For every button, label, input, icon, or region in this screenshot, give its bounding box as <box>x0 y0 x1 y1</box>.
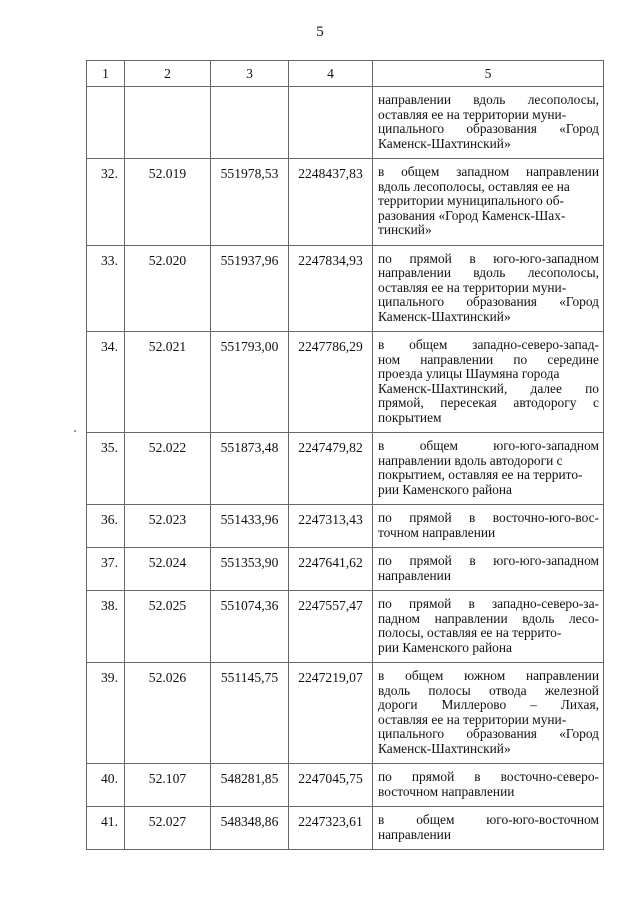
description-word: южном <box>464 668 506 683</box>
table-row <box>87 548 604 591</box>
description-word: по <box>378 769 392 784</box>
header-col-5: 5 <box>373 61 604 87</box>
point-number-cell: 41. <box>87 807 125 850</box>
table-row <box>87 433 604 505</box>
description-line <box>378 396 599 411</box>
point-number-cell: 40. <box>87 764 125 807</box>
description-line <box>378 684 599 699</box>
point-number-cell <box>87 87 125 159</box>
description-word: проезда улицы Шаумяна города <box>378 366 560 381</box>
description-cell <box>373 807 604 850</box>
description-word: автодорогу <box>513 395 577 410</box>
point-code-cell: 52.021 <box>125 332 211 433</box>
description-word: рии Каменского района <box>378 481 512 497</box>
description-word: лесополосы, <box>527 265 599 280</box>
description-word: в <box>469 510 476 525</box>
description-word: по <box>513 351 528 367</box>
point-code-cell: 52.026 <box>125 663 211 764</box>
description-cell <box>373 548 604 591</box>
description-word: оставляя ее на территории муни- <box>378 279 567 295</box>
description-word: направлении <box>378 92 452 107</box>
description-word: направлении <box>525 668 599 683</box>
description-word: прямой <box>409 553 452 568</box>
y-coordinate-cell: 2247557,47 <box>289 591 373 663</box>
point-number-cell: 33. <box>87 245 125 332</box>
description-word: середине <box>547 351 599 367</box>
description-word: восточном направлении <box>378 783 515 799</box>
y-coordinate-cell: 2247786,29 <box>289 332 373 433</box>
description-word: прямой, <box>378 395 424 410</box>
description-word: по <box>378 510 392 525</box>
x-coordinate-cell: 551433,96 <box>211 505 289 548</box>
x-coordinate-cell: 551937,96 <box>211 245 289 332</box>
point-code-cell: 52.022 <box>125 433 211 505</box>
description-word: по <box>378 250 392 266</box>
description-word: прямой <box>408 596 452 611</box>
description-cell <box>373 591 604 663</box>
description-word: Каменск-Шахтинский» <box>378 308 511 324</box>
description-word: с <box>593 395 599 410</box>
x-coordinate-cell: 551145,75 <box>211 663 289 764</box>
description-word: прямой <box>409 510 452 525</box>
description-line <box>378 108 599 123</box>
description-line <box>378 382 599 397</box>
header-col-4: 4 <box>289 61 373 87</box>
description-line <box>378 785 599 800</box>
description-word: направлении <box>420 351 494 367</box>
description-cell <box>373 332 604 433</box>
point-code-cell: 52.019 <box>125 159 211 246</box>
y-coordinate-cell: 2247834,93 <box>289 245 373 332</box>
description-word: направлении <box>378 826 452 842</box>
description-word: рии Каменского района <box>378 639 512 655</box>
description-line <box>378 770 599 785</box>
description-word: покрытием <box>378 409 442 425</box>
description-word: «Город <box>559 726 599 741</box>
description-word: далее <box>530 380 562 396</box>
header-col-2: 2 <box>125 61 211 87</box>
description-word: в <box>469 553 476 568</box>
table-row <box>87 505 604 548</box>
description-word: общем <box>409 337 448 352</box>
description-word: по <box>378 596 392 611</box>
point-number-cell: 37. <box>87 548 125 591</box>
description-word: полосы, оставляя ее на террито- <box>378 625 562 640</box>
table-row <box>87 332 604 433</box>
description-line <box>378 295 599 310</box>
description-word: юго-юго-западном <box>493 438 599 453</box>
x-coordinate-cell: 551978,53 <box>211 159 289 246</box>
description-line <box>378 626 599 641</box>
description-line <box>378 669 599 684</box>
y-coordinate-cell: 2247641,62 <box>289 548 373 591</box>
description-line <box>378 713 599 728</box>
description-cell <box>373 87 604 159</box>
point-code-cell: 52.023 <box>125 505 211 548</box>
description-word: направлении вдоль автодороги с <box>378 452 563 468</box>
x-coordinate-cell <box>211 87 289 159</box>
description-word: вдоль лесополосы, оставляя ее на <box>378 178 570 194</box>
description-line <box>378 194 599 209</box>
description-cell <box>373 159 604 246</box>
point-code-cell: 52.107 <box>125 764 211 807</box>
description-word: в <box>378 337 385 352</box>
description-word: прямой <box>409 250 452 266</box>
description-word: прямой <box>411 769 455 784</box>
description-word: дороги <box>378 697 418 712</box>
description-line <box>378 411 599 426</box>
description-line <box>378 454 599 469</box>
point-number-cell: 38. <box>87 591 125 663</box>
description-word: вдоль <box>378 682 411 698</box>
description-cell <box>373 663 604 764</box>
description-line <box>378 597 599 612</box>
point-code-cell <box>125 87 211 159</box>
description-line <box>378 641 599 656</box>
description-line <box>378 281 599 296</box>
x-coordinate-cell: 551793,00 <box>211 332 289 433</box>
description-word: в <box>378 438 385 453</box>
description-word: ном <box>378 351 401 367</box>
description-word: восточно-юго-вос- <box>492 510 599 525</box>
description-word: Каменск-Шахтинский, <box>378 380 508 396</box>
description-word: разования «Город Каменск-Шах- <box>378 207 566 223</box>
x-coordinate-cell: 548281,85 <box>211 764 289 807</box>
point-number-cell: 35. <box>87 433 125 505</box>
description-word: западно-северо-за- <box>491 596 599 611</box>
x-coordinate-cell: 548348,86 <box>211 807 289 850</box>
description-word: лесо- <box>568 610 599 626</box>
description-word: отвода <box>488 682 527 698</box>
description-line <box>378 511 599 526</box>
description-word: по <box>585 380 599 396</box>
description-line <box>378 353 599 368</box>
page-number: 5 <box>316 24 324 40</box>
description-word: – <box>530 697 537 712</box>
description-word: лесополосы, <box>527 92 599 107</box>
header-col-3: 3 <box>211 61 289 87</box>
description-word: образования <box>466 121 537 136</box>
scan-speck <box>74 430 76 432</box>
description-line <box>378 828 599 843</box>
point-number-cell: 39. <box>87 663 125 764</box>
y-coordinate-cell: 2247313,43 <box>289 505 373 548</box>
description-word: образования <box>466 294 537 309</box>
description-word: Лихая, <box>560 697 599 712</box>
table-body <box>87 87 604 850</box>
point-code-cell: 52.025 <box>125 591 211 663</box>
x-coordinate-cell: 551873,48 <box>211 433 289 505</box>
point-code-cell: 52.020 <box>125 245 211 332</box>
description-line <box>378 266 599 281</box>
description-word: вдоль <box>473 265 506 280</box>
table-row <box>87 807 604 850</box>
description-word: в <box>378 164 385 179</box>
y-coordinate-cell: 2247219,07 <box>289 663 373 764</box>
description-word: ципального <box>378 726 445 741</box>
description-word: Каменск-Шахтинский» <box>378 135 511 151</box>
description-word: железной <box>544 682 599 698</box>
table-row <box>87 591 604 663</box>
table-header-row <box>87 61 604 87</box>
header-col-1: 1 <box>87 61 125 87</box>
description-word: покрытием, оставляя ее на террито- <box>378 467 583 482</box>
table-row <box>87 245 604 332</box>
description-word: юго-юго-восточном <box>486 812 599 827</box>
table-row <box>87 87 604 159</box>
description-word: падном <box>378 610 421 626</box>
description-word: общем <box>416 812 455 827</box>
description-word: по <box>378 553 392 568</box>
description-word: направлении <box>378 265 452 280</box>
description-line <box>378 554 599 569</box>
description-line <box>378 813 599 828</box>
y-coordinate-cell <box>289 87 373 159</box>
table-row <box>87 764 604 807</box>
description-line <box>378 165 599 180</box>
description-word: общем <box>405 668 444 683</box>
point-code-cell: 52.024 <box>125 548 211 591</box>
point-number-cell: 32. <box>87 159 125 246</box>
description-word: в <box>378 812 385 827</box>
y-coordinate-cell: 2247479,82 <box>289 433 373 505</box>
description-line <box>378 727 599 742</box>
description-line <box>378 439 599 454</box>
description-word: направлении <box>434 610 508 626</box>
description-line <box>378 310 599 325</box>
y-coordinate-cell: 2248437,83 <box>289 159 373 246</box>
description-line <box>378 180 599 195</box>
y-coordinate-cell: 2247045,75 <box>289 764 373 807</box>
description-line <box>378 367 599 382</box>
description-word: образования <box>466 726 537 741</box>
description-cell <box>373 433 604 505</box>
table-row <box>87 663 604 764</box>
description-word: в <box>474 769 481 784</box>
description-line <box>378 122 599 137</box>
point-number-cell: 36. <box>87 505 125 548</box>
description-line <box>378 209 599 224</box>
description-word: общем <box>401 164 440 179</box>
description-line <box>378 93 599 108</box>
y-coordinate-cell: 2247323,61 <box>289 807 373 850</box>
description-word: точном направлении <box>378 524 496 540</box>
description-line <box>378 698 599 713</box>
description-line <box>378 612 599 627</box>
description-word: восточно-северо- <box>500 769 599 784</box>
description-word: общем <box>419 438 458 453</box>
description-line <box>378 742 599 757</box>
description-word: «Город <box>559 121 599 136</box>
description-line <box>378 569 599 584</box>
description-cell <box>373 764 604 807</box>
description-line <box>378 137 599 152</box>
description-word: в <box>469 250 476 266</box>
description-word: тинский» <box>378 222 432 237</box>
description-word: юго-юго-западном <box>493 553 599 568</box>
description-word: пересекая <box>440 395 497 410</box>
description-word: оставляя ее на территории муни- <box>378 711 567 727</box>
x-coordinate-cell: 551353,90 <box>211 548 289 591</box>
description-cell <box>373 505 604 548</box>
description-cell <box>373 245 604 332</box>
description-word: Каменск-Шахтинский» <box>378 740 511 756</box>
description-word: «Город <box>559 294 599 309</box>
description-word: территории муниципального об- <box>378 193 564 208</box>
description-word: направлении <box>525 164 599 179</box>
description-line <box>378 483 599 498</box>
description-line <box>378 252 599 267</box>
description-word: западном <box>456 164 510 179</box>
description-word: в <box>468 596 475 611</box>
description-word: оставляя ее на территории муни- <box>378 106 567 122</box>
boundary-table <box>86 60 604 850</box>
description-word: направлении <box>378 567 452 583</box>
point-code-cell: 52.027 <box>125 807 211 850</box>
description-line <box>378 223 599 238</box>
description-word: полосы <box>428 682 471 698</box>
description-line <box>378 338 599 353</box>
description-word: ципального <box>378 121 445 136</box>
description-word: вдоль <box>473 92 506 107</box>
description-word: вдоль <box>522 610 555 626</box>
description-word: в <box>378 668 385 683</box>
description-line <box>378 468 599 483</box>
description-word: ципального <box>378 294 445 309</box>
description-word: Миллерово <box>441 697 507 712</box>
description-word: юго-юго-западном <box>493 250 599 266</box>
table-row <box>87 159 604 246</box>
description-line <box>378 526 599 541</box>
point-number-cell: 34. <box>87 332 125 433</box>
description-word: западно-северо-запад- <box>472 337 599 352</box>
x-coordinate-cell: 551074,36 <box>211 591 289 663</box>
